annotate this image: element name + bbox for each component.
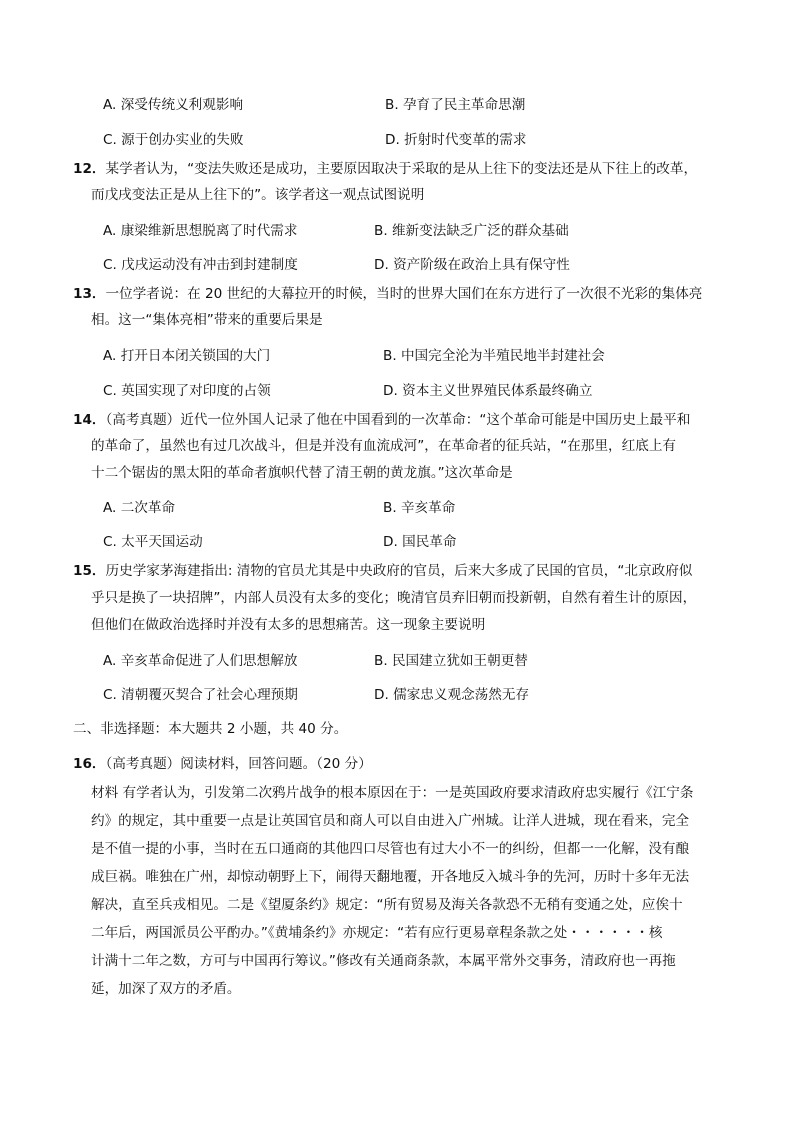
q12-option-c: C. 戊戌运动没有冲击到封建制度 bbox=[103, 257, 298, 273]
q14-stem-line1 bbox=[73, 411, 690, 429]
q11-option-c: C. 源于创办实业的失败 bbox=[103, 132, 244, 148]
q15-option-c: C. 清朝覆灭契合了社会心理预期 bbox=[103, 687, 298, 703]
q14-stem-line2: 的革命了，虽然也有过几次战斗，但是并没有血流成河”，在革命者的征兵站，“在那里，红底上有 bbox=[91, 438, 677, 454]
q13-option-c: C. 英国实现了对印度的占领 bbox=[103, 383, 271, 399]
q15-stem-line1 bbox=[73, 562, 692, 580]
q12-stem-line2: 而戊戌变法正是从上往下的”。该学者这一观点试图说明 bbox=[91, 187, 425, 203]
q15-number: 15． bbox=[73, 563, 106, 579]
q16-material-line1: 材料 有学者认为，引发第二次鸦片战争的根本原因在于：一是英国政府要求清政府忠实履行《江宁条 bbox=[91, 785, 694, 801]
q16-material-line7: 计满十二年之数，方可与中国再行筹议。”修改有关通商条款，本属平常外交事务，清政府也一再拖 bbox=[91, 953, 676, 969]
q13-option-b: B. 中国完全沦为半殖民地半封建社会 bbox=[383, 348, 605, 364]
q14-stem-text1: （高考真题）近代一位外国人记录了他在中国看到的一次革命：“这个革命可能是中国历史上最平和 bbox=[105, 412, 691, 428]
q14-option-c: C. 太平天国运动 bbox=[103, 534, 203, 550]
q13-stem-line1 bbox=[73, 285, 702, 303]
q15-stem-text1: 历史学家茅海建指出: 清物的官员尤其是中央政府的官员，后来大多成了民国的官员，“北京政府似 bbox=[105, 563, 693, 579]
q15-stem-line3: 但他们在做政治选择时并没有太多的思想痛苦。这一现象主要说明 bbox=[91, 617, 486, 633]
q13-option-a: A. 打开日本闭关锁国的大门 bbox=[103, 348, 271, 364]
q12-stem-line1 bbox=[73, 160, 697, 178]
q14-option-a: A. 二次革命 bbox=[103, 500, 176, 516]
q13-stem-text1: 一位学者说：在 20 世纪的大幕拉开的时候，当时的世界大国们在东方进行了一次很不光彩的集体亮 bbox=[105, 286, 703, 302]
q14-option-b: B. 辛亥革命 bbox=[383, 500, 456, 516]
q14-number: 14． bbox=[73, 412, 106, 428]
q16-material-line3: 是不值一提的小事，当时在五口通商的其他四口尽管也有过大小不一的纠纷，但都一一化解，没有酿 bbox=[91, 841, 690, 857]
q16-material-line6: 二年后，两国派员公平酌办。”《黄埔条约》亦规定：“若有应行更易章程条款之处・・・・・・核 bbox=[91, 925, 663, 941]
q12-number: 12． bbox=[73, 161, 106, 177]
q15-stem-line2: 乎只是换了一块招牌”，内部人员没有太多的变化；晚清官员弃旧朝而投新朝，自然有着生计的原因， bbox=[91, 590, 697, 606]
q16-material-line8: 延，加深了双方的矛盾。 bbox=[91, 981, 241, 997]
q16-number: 16． bbox=[73, 756, 106, 772]
q16-stem bbox=[73, 755, 372, 773]
q12-option-b: B. 维新变法缺乏广泛的群众基础 bbox=[374, 223, 569, 239]
q13-stem-line2: 相。这一“集体亮相”带来的重要后果是 bbox=[91, 312, 323, 328]
q13-number: 13． bbox=[73, 286, 106, 302]
q16-material-line4: 成巨祸。唯独在广州，却惊动朝野上下，闹得天翻地覆，开各地反入城斗争的先河，历时十多年无法 bbox=[91, 869, 690, 885]
q15-option-b: B. 民国建立犹如王朝更替 bbox=[374, 653, 528, 669]
q11-option-a: A. 深受传统义利观影响 bbox=[103, 97, 244, 113]
section-header: 二、非选择题：本大题共 2 小题，共 40 分。 bbox=[73, 721, 348, 737]
q16-stem-text: （高考真题）阅读材料，回答问题。（20 分） bbox=[105, 756, 372, 772]
q15-option-a: A. 辛亥革命促进了人们思想解放 bbox=[103, 653, 298, 669]
q11-option-b: B. 孕育了民主革命思潮 bbox=[385, 97, 526, 113]
q14-option-d: D. 国民革命 bbox=[383, 534, 457, 550]
q16-material-line2: 约》的规定，其中重要一点是让英国官员和商人可以自由进入广州城。让洋人进城，现在看来，完全 bbox=[91, 813, 690, 829]
q12-stem-text1: 某学者认为，“变法失败还是成功，主要原因取决于采取的是从上往下的变法还是从下往上的改革， bbox=[105, 161, 698, 177]
q13-option-d: D. 资本主义世界殖民体系最终确立 bbox=[383, 383, 593, 399]
q16-material-line5: 解决，直至兵戎相见。二是《望厦条约》规定：“所有贸易及海关各款恐不无稍有变通之处，应俟十 bbox=[91, 897, 683, 913]
q12-option-d: D. 资产阶级在政治上具有保守性 bbox=[374, 257, 570, 273]
q12-option-a: A. 康梁维新思想脱离了时代需求 bbox=[103, 223, 298, 239]
q14-stem-line3: 十二个锯齿的黑太阳的革命者旗帜代替了清王朝的黄龙旗。”这次革命是 bbox=[91, 465, 513, 481]
q11-option-d: D. 折射时代变革的需求 bbox=[385, 132, 527, 148]
q15-option-d: D. 儒家忠义观念荡然无存 bbox=[374, 687, 530, 703]
